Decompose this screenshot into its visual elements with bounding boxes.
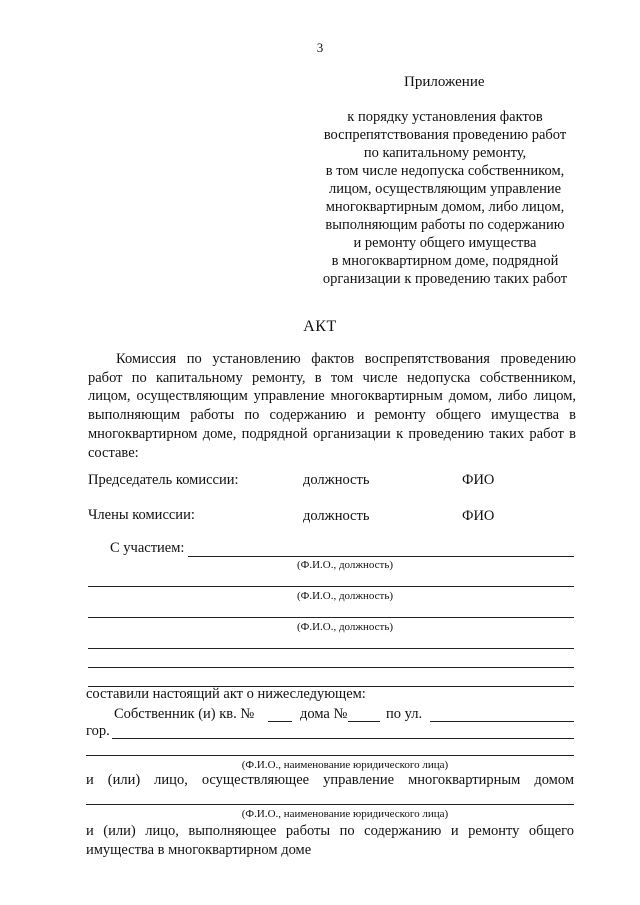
appendix-line: лицом, осуществляющим управление xyxy=(328,181,562,197)
appendix-line: выполняющим работы по содержанию xyxy=(325,217,565,233)
appendix-line: к порядку установления фактов xyxy=(347,109,543,125)
owner-prefix: Собственник (и) кв. № xyxy=(114,706,255,722)
act-intro-paragraph: Комиссия по установлению фактов воспрепятствования проведению работ по капитальному ремонту, в том числе недопуска собственником, лицом, осуществляющим управление многоквартирным домом, либо лицом, выполняющим работы по содержанию и ремонту общего имущества в многоквартирном доме, подрядной организации к проведению таких работ в составе: xyxy=(88,351,576,461)
participation-line[interactable] xyxy=(88,586,574,587)
chair-name: ФИО xyxy=(462,472,495,488)
street-field[interactable] xyxy=(430,721,574,722)
members-label: Члены комиссии: xyxy=(88,507,195,523)
act-title: АКТ xyxy=(303,318,337,335)
chair-label: Председатель комиссии: xyxy=(88,472,239,488)
participation-line[interactable] xyxy=(188,556,574,557)
appendix-line: в том числе недопуска собственником, xyxy=(325,163,565,179)
owner-name-field[interactable] xyxy=(86,755,574,756)
manager-line: и (или) лицо, осуществляющее управление многоквартирным домом xyxy=(86,772,574,788)
maintenance-line: имущества в многоквартирном доме xyxy=(86,842,312,858)
street-label: по ул. xyxy=(386,706,423,722)
blank-line[interactable] xyxy=(88,648,574,649)
appendix-line: и ремонту общего имущества xyxy=(353,235,537,251)
participation-label: С участием: xyxy=(110,540,185,556)
appendix-line: многоквартирным домом, либо лицом, xyxy=(325,199,565,215)
blank-line[interactable] xyxy=(88,667,574,668)
manager-name-field[interactable] xyxy=(86,804,574,805)
members-position: должность xyxy=(303,508,370,524)
page-number: 3 xyxy=(316,40,324,55)
appendix-title: Приложение xyxy=(404,74,485,90)
legal-entity-caption: (Ф.И.О., наименование юридического лица) xyxy=(241,759,449,771)
participation-line[interactable] xyxy=(88,617,574,618)
maintenance-line: и (или) лицо, выполняющее работы по содержанию и ремонту общего xyxy=(86,823,574,839)
participation-caption: (Ф.И.О., должность) xyxy=(296,559,394,571)
appendix-line: воспрепятствования проведению работ xyxy=(323,127,567,143)
apartment-number-field[interactable] xyxy=(268,721,292,722)
appendix-line: по капитальному ремонту, xyxy=(363,145,527,161)
appendix-text xyxy=(300,108,590,288)
city-label: гор. xyxy=(86,723,110,739)
participation-caption: (Ф.И.О., должность) xyxy=(296,590,394,602)
appendix-line: организации к проведению таких работ xyxy=(322,271,568,287)
house-number-field[interactable] xyxy=(348,721,380,722)
chair-position: должность xyxy=(303,472,370,488)
appendix-line: в многоквартирном доме, подрядной xyxy=(331,253,559,269)
members-name: ФИО xyxy=(462,508,495,524)
house-label: дома № xyxy=(300,706,348,722)
composed-text: составили настоящий акт о нижеследующем: xyxy=(86,686,366,702)
participation-caption: (Ф.И.О., должность) xyxy=(296,621,394,633)
legal-entity-caption: (Ф.И.О., наименование юридического лица) xyxy=(241,808,449,820)
city-field[interactable] xyxy=(112,738,574,739)
